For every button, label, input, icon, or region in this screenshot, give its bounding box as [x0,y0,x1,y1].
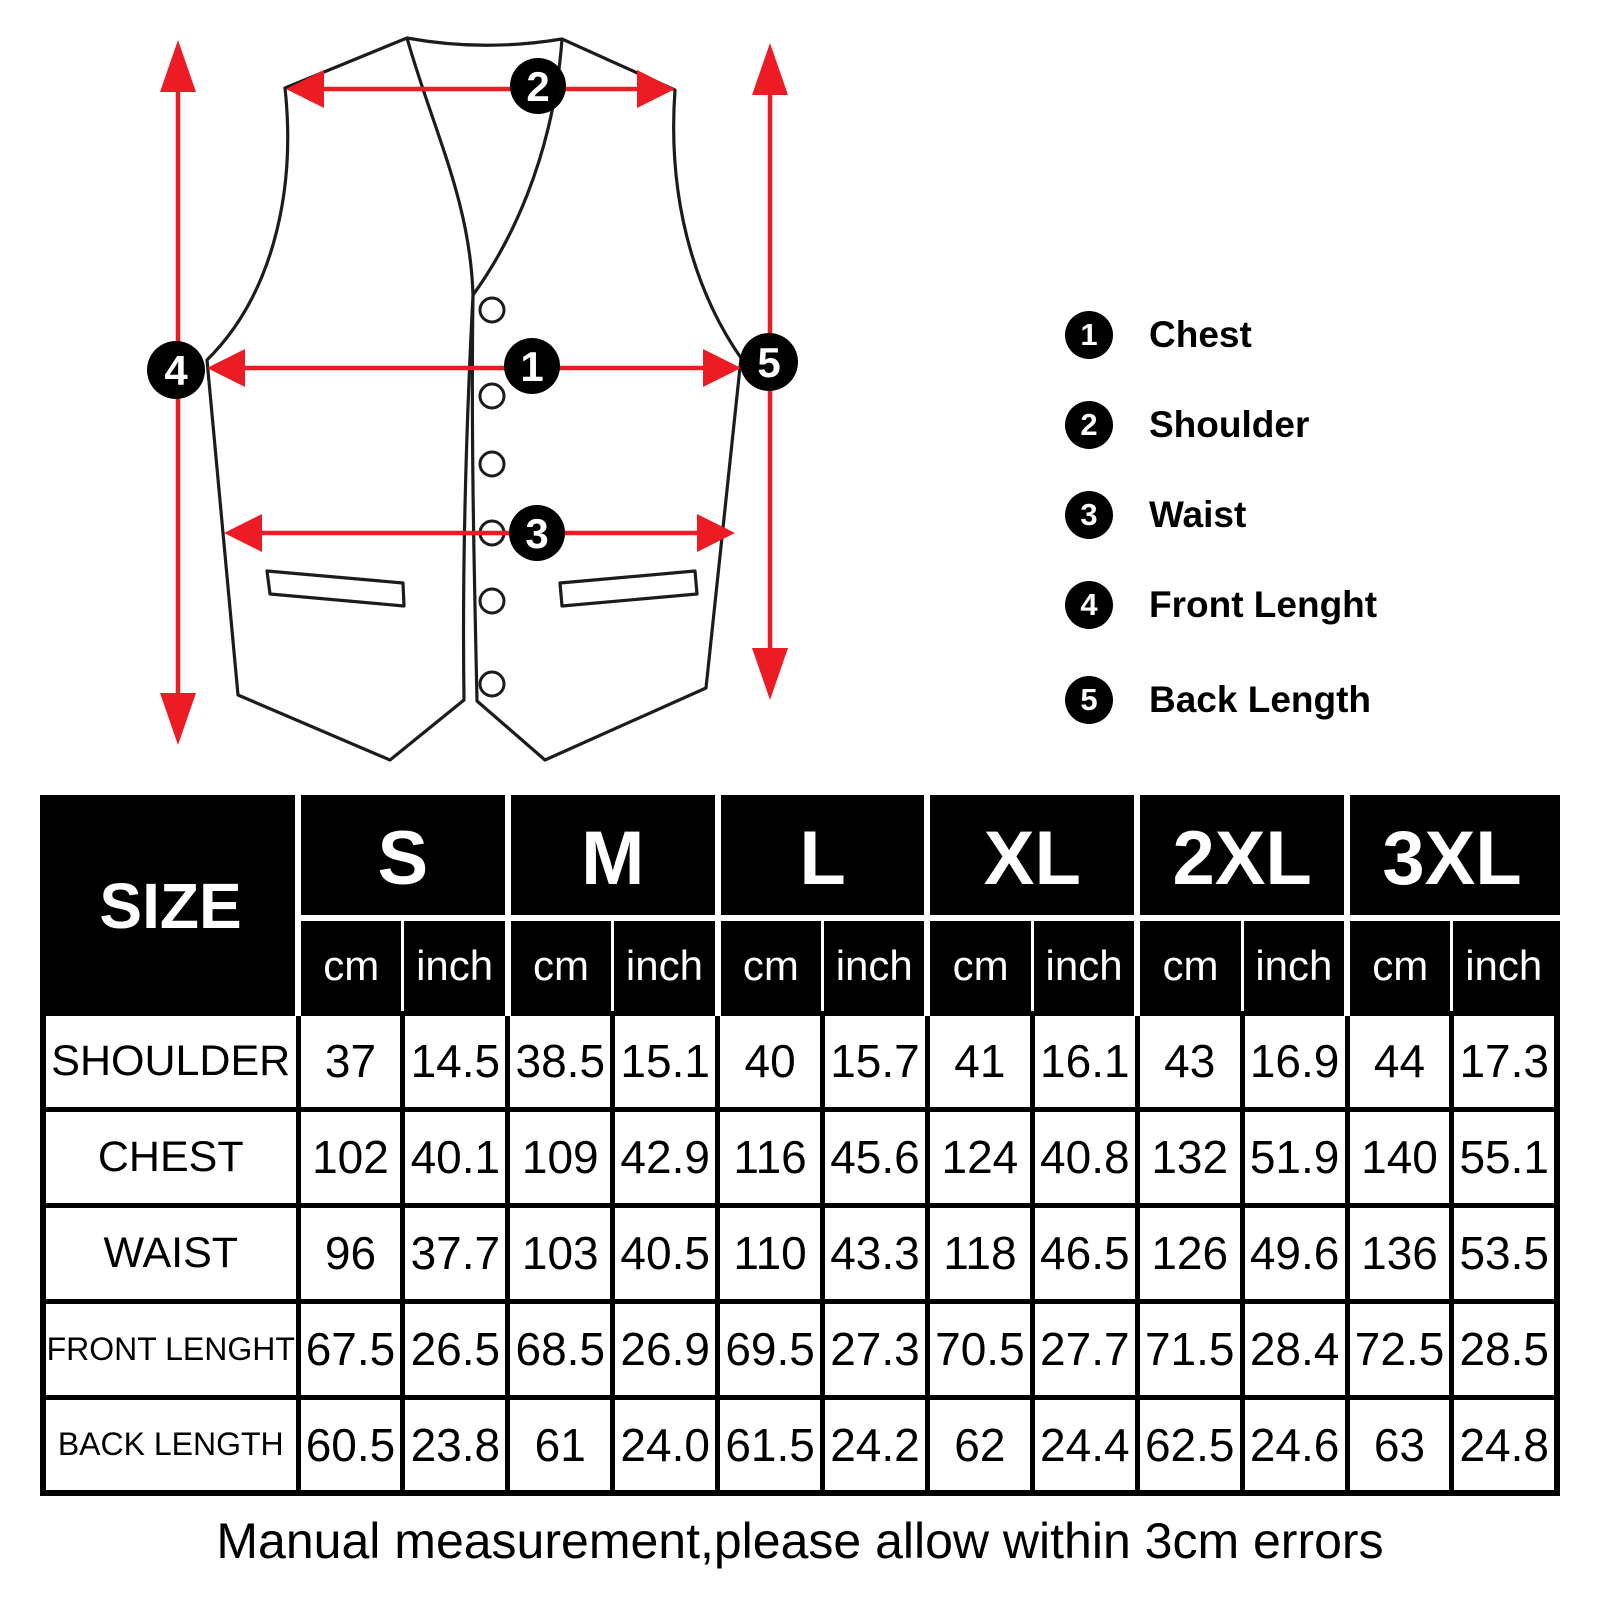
legend-label-back-length: Back Length [1149,679,1372,720]
unit-header-inch: inch [403,918,508,1013]
cell-back-length-3xl-inch: 24.8 [1452,1397,1557,1493]
cell-back-length-m-inch: 24.0 [613,1397,718,1493]
row-label-shoulder: SHOULDER [43,1013,298,1109]
cell-shoulder-2xl-inch: 16.9 [1242,1013,1347,1109]
cell-front-length-m-inch: 26.9 [613,1301,718,1397]
cell-chest-s-cm: 102 [298,1109,403,1205]
cell-shoulder-m-inch: 15.1 [613,1013,718,1109]
cell-front-length-2xl-inch: 28.4 [1242,1301,1347,1397]
legend-badge-3: 3 [1065,491,1113,539]
cell-chest-m-inch: 42.9 [613,1109,718,1205]
legend-item-back-length [1065,676,1371,724]
cell-chest-3xl-cm: 140 [1347,1109,1452,1205]
cell-front-length-xl-inch: 27.7 [1032,1301,1137,1397]
cell-shoulder-s-inch: 14.5 [403,1013,508,1109]
legend-item-shoulder [1065,401,1309,449]
cell-waist-3xl-cm: 136 [1347,1205,1452,1301]
svg-text:2: 2 [526,63,550,110]
svg-text:3: 3 [525,510,549,557]
cell-chest-2xl-cm: 132 [1137,1109,1242,1205]
size-table [40,795,1560,1496]
cell-waist-l-inch: 43.3 [823,1205,928,1301]
cell-front-length-xl-cm: 70.5 [927,1301,1032,1397]
measurement-note: Manual measurement,please allow within 3cm errors [216,1513,1384,1569]
cell-back-length-2xl-inch: 24.6 [1242,1397,1347,1493]
unit-header-cm: cm [1347,918,1452,1013]
row-label-back-length: BACK LENGTH [43,1397,298,1493]
cell-shoulder-s-cm: 37 [298,1013,403,1109]
cell-back-length-xl-inch: 24.4 [1032,1397,1137,1493]
size-header-2xl: 2XL [1137,798,1347,918]
measurement-legend [0,0,1600,780]
cell-back-length-l-inch: 24.2 [823,1397,928,1493]
cell-back-length-xl-cm: 62 [927,1397,1032,1493]
svg-text:1: 1 [520,343,544,390]
cell-shoulder-xl-cm: 41 [927,1013,1032,1109]
cell-shoulder-l-cm: 40 [718,1013,823,1109]
cell-waist-s-cm: 96 [298,1205,403,1301]
table-row-chest [43,1109,1557,1205]
size-header-row [43,798,1557,918]
size-header-xl: XL [927,798,1137,918]
unit-header-inch: inch [1452,918,1557,1013]
cell-chest-l-cm: 116 [718,1109,823,1205]
cell-chest-2xl-inch: 51.9 [1242,1109,1347,1205]
cell-waist-2xl-inch: 49.6 [1242,1205,1347,1301]
cell-chest-xl-inch: 40.8 [1032,1109,1137,1205]
cell-front-length-3xl-inch: 28.5 [1452,1301,1557,1397]
cell-shoulder-3xl-cm: 44 [1347,1013,1452,1109]
size-header-l: L [718,798,928,918]
legend-badge-2: 2 [1065,401,1113,449]
svg-text:5: 5 [757,339,781,386]
unit-header-cm: cm [298,918,403,1013]
cell-front-length-s-inch: 26.5 [403,1301,508,1397]
legend-label-waist: Waist [1149,494,1247,535]
legend-badge-5: 5 [1065,676,1113,724]
unit-header-inch: inch [613,918,718,1013]
cell-shoulder-l-inch: 15.7 [823,1013,928,1109]
cell-chest-3xl-inch: 55.1 [1452,1109,1557,1205]
row-label-front-length: FRONT LENGHT [43,1301,298,1397]
cell-shoulder-3xl-inch: 17.3 [1452,1013,1557,1109]
cell-chest-s-inch: 40.1 [403,1109,508,1205]
cell-front-length-3xl-cm: 72.5 [1347,1301,1452,1397]
cell-shoulder-2xl-cm: 43 [1137,1013,1242,1109]
size-corner-header: SIZE [43,798,298,1013]
unit-header-inch: inch [1032,918,1137,1013]
unit-header-cm: cm [718,918,823,1013]
cell-back-length-l-cm: 61.5 [718,1397,823,1493]
table-row-shoulder [43,1013,1557,1109]
cell-waist-2xl-cm: 126 [1137,1205,1242,1301]
legend-item-chest [1065,311,1252,359]
legend-item-front-length [1065,581,1377,629]
cell-chest-l-inch: 45.6 [823,1109,928,1205]
size-header-s: S [298,798,508,918]
legend-item-waist [1065,491,1246,539]
cell-chest-m-cm: 109 [508,1109,613,1205]
cell-waist-m-cm: 103 [508,1205,613,1301]
legend-label-chest: Chest [1149,314,1252,355]
cell-back-length-m-cm: 61 [508,1397,613,1493]
row-label-waist: WAIST [43,1205,298,1301]
legend-label-shoulder: Shoulder [1149,404,1310,445]
unit-header-cm: cm [927,918,1032,1013]
table-row-back-length [43,1397,1557,1493]
table-row-front-length [43,1301,1557,1397]
cell-shoulder-m-cm: 38.5 [508,1013,613,1109]
cell-back-length-s-inch: 23.8 [403,1397,508,1493]
legend-label-front-length: Front Lenght [1149,584,1378,625]
legend-badge-1: 1 [1065,311,1113,359]
row-label-chest: CHEST [43,1109,298,1205]
cell-front-length-s-cm: 67.5 [298,1301,403,1397]
cell-front-length-l-inch: 27.3 [823,1301,928,1397]
cell-chest-xl-cm: 124 [927,1109,1032,1205]
unit-header-cm: cm [508,918,613,1013]
unit-header-inch: inch [1242,918,1347,1013]
unit-header-inch: inch [823,918,928,1013]
cell-shoulder-xl-inch: 16.1 [1032,1013,1137,1109]
cell-back-length-3xl-cm: 63 [1347,1397,1452,1493]
cell-waist-s-inch: 37.7 [403,1205,508,1301]
table-row-waist [43,1205,1557,1301]
cell-waist-l-cm: 110 [718,1205,823,1301]
cell-back-length-2xl-cm: 62.5 [1137,1397,1242,1493]
cell-front-length-m-cm: 68.5 [508,1301,613,1397]
cell-waist-3xl-inch: 53.5 [1452,1205,1557,1301]
cell-waist-xl-cm: 118 [927,1205,1032,1301]
cell-front-length-l-cm: 69.5 [718,1301,823,1397]
cell-waist-m-inch: 40.5 [613,1205,718,1301]
size-header-m: M [508,798,718,918]
cell-front-length-2xl-cm: 71.5 [1137,1301,1242,1397]
size-header-3xl: 3XL [1347,798,1557,918]
svg-text:4: 4 [164,347,188,394]
unit-header-cm: cm [1137,918,1242,1013]
cell-back-length-s-cm: 60.5 [298,1397,403,1493]
cell-waist-xl-inch: 46.5 [1032,1205,1137,1301]
legend-badge-4: 4 [1065,581,1113,629]
